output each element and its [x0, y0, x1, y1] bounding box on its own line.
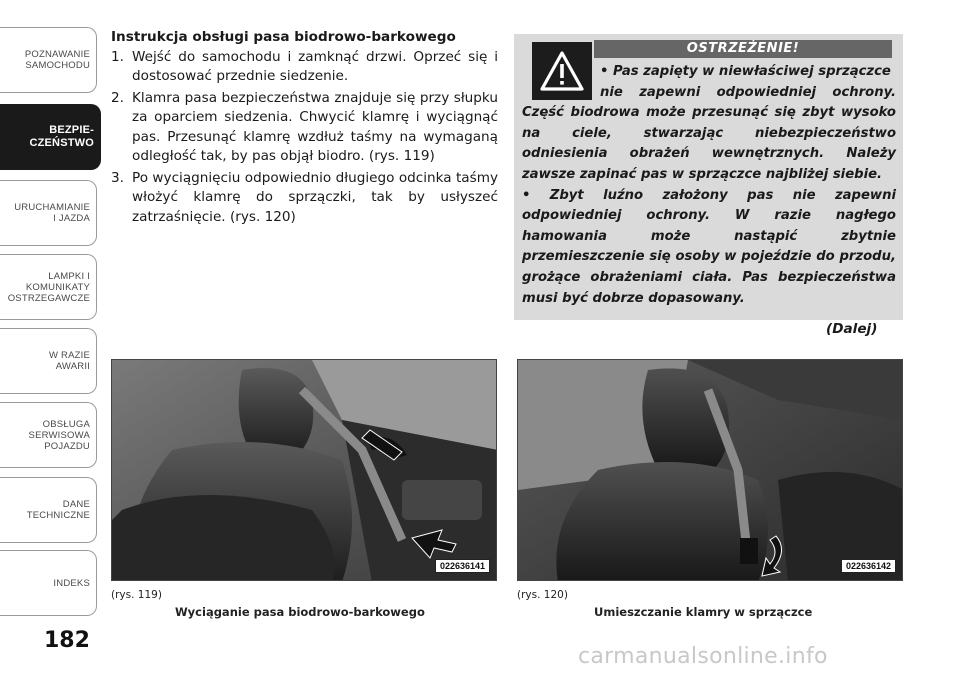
- figure-120-ref: (rys. 120): [517, 589, 568, 601]
- seat-belt-illustration: [112, 360, 497, 581]
- step-number: 1.: [111, 48, 124, 65]
- tab-dane-techniczne[interactable]: DANE TECHNICZNE: [0, 477, 97, 543]
- warning-title: OSTRZEŻENIE!: [594, 40, 892, 58]
- tab-obsluga-serwisowa[interactable]: OBSŁUGA SERWISOWA POJAZDU: [0, 402, 97, 468]
- instruction-step: [111, 169, 498, 228]
- step-number: 3.: [111, 169, 124, 186]
- warning-paragraph-2: • Zbyt luźno założony pas nie zapewni odpowiedniej ochrony. W razie nagłego hamowania może nastąpić zbytnie przemieszczenie się osoby w pojeździe do przodu, grożące obrażeniami ciała. Pas bezpieczeństwa musi być dobrze dopasowany.: [522, 187, 896, 306]
- tab-bezpieczenstwo[interactable]: BEZPIE- CZEŃSTWO: [0, 104, 101, 170]
- instructions-heading: Instrukcja obsługi pasa biodrowo-barkowego: [111, 29, 456, 45]
- warning-text: [522, 62, 896, 309]
- tab-poznawanie-samochodu[interactable]: POZNAWANIE SAMOCHODU: [0, 27, 97, 93]
- instruction-step: [111, 48, 498, 87]
- figure-120-caption: Umieszczanie klamry w sprzączce: [594, 605, 813, 619]
- tab-lampki-i-komunikaty[interactable]: LAMPKI I KOMUNIKATY OSTRZEGAWCZE: [0, 254, 97, 320]
- tab-w-razie-awarii[interactable]: W RAZIE AWARII: [0, 328, 97, 394]
- watermark: carmanualsonline.info: [578, 644, 828, 669]
- continued-label: (Dalej): [826, 321, 878, 337]
- step-text: Po wyciągnięciu odpowiednio długiego odcinka taśmy włożyć klamrę do sprzączki, tak by usłyszeć zatrzaśnięcie. (rys. 120): [132, 169, 498, 225]
- figure-119-image: [111, 359, 497, 581]
- tab-indeks[interactable]: INDEKS: [0, 550, 97, 616]
- tab-uruchamianie-i-jazda[interactable]: URUCHAMIANIE I JAZDA: [0, 180, 97, 246]
- step-text: Klamra pasa bezpieczeństwa znajduje się przy słupku za oparciem siedzenia. Chwycić klamrę i wyciągnąć pas. Przesunąć klamrę wzdłuż taśmy na wymaganą odległość tak, by pas objął biodro. (rys. 119): [132, 89, 498, 164]
- figure-119-caption: Wyciąganie pasa biodrowo-barkowego: [175, 605, 425, 619]
- instruction-step: [111, 89, 498, 167]
- page-number: 182: [44, 628, 90, 653]
- buckle-illustration: [518, 360, 903, 581]
- warning-paragraph-1-rest: nie zapewni odpowiedniej ochrony. Część biodrowa może przesunąć się zbyt wysoko na ciele, stwarzając niebezpieczeństwo odniesienia obrażeń wewnętrznych. Należy zawsze zapinać pas w sprzączce najbliżej siebie.: [522, 84, 896, 182]
- step-number: 2.: [111, 89, 124, 106]
- instructions-list: [111, 48, 498, 228]
- figure-119-ref: (rys. 119): [111, 589, 162, 601]
- figure-120-image: [517, 359, 903, 581]
- figure-code: 022636142: [841, 559, 896, 573]
- instructions-section: [111, 28, 498, 229]
- warning-box: [514, 34, 903, 320]
- warning-paragraph-1-start: • Pas zapięty w niewłaściwej sprzączce: [600, 64, 891, 79]
- figure-code: 022636141: [435, 559, 490, 573]
- step-text: Wejść do samochodu i zamknąć drzwi. Oprzeć się i dostosować przednie siedzenie.: [132, 48, 498, 84]
